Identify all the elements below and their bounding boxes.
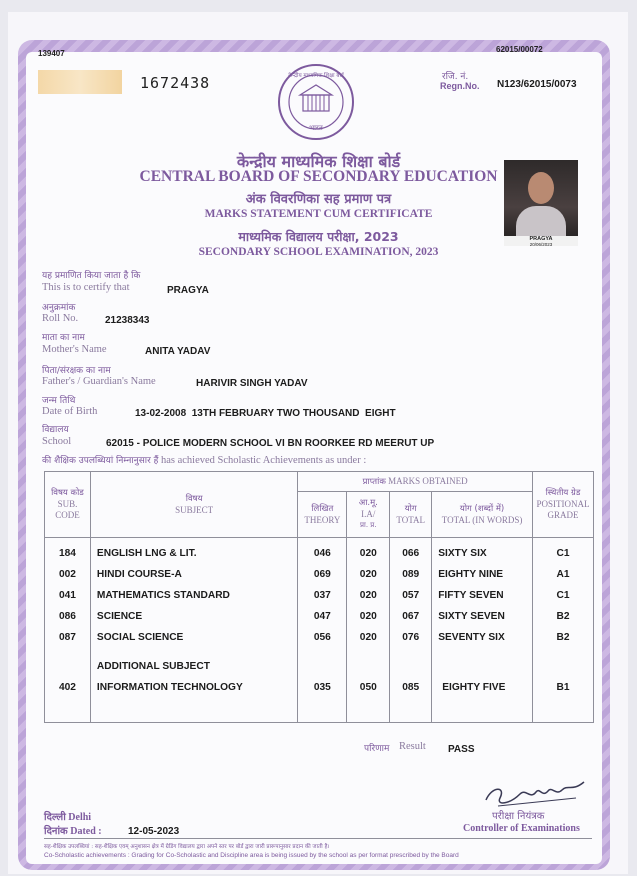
marks-body-row [45, 538, 594, 723]
regn-label: Regn.No. [440, 81, 480, 91]
mother-label: Mother's Name [42, 344, 107, 355]
table-row: 184 [58, 548, 76, 559]
header-total-words: योग (शब्दों में) TOTAL (IN WORDS) [432, 492, 533, 538]
mother-hindi: माता का नाम [42, 333, 85, 343]
roll-label: Roll No. [42, 313, 79, 324]
serial-right: 62015/00072 [496, 45, 543, 54]
header-subject: विषय SUBJECT [90, 472, 297, 538]
statement-title-english: MARKS STATEMENT CUM CERTIFICATE [204, 208, 433, 220]
date-of-birth: 13-02-2008 13TH FEBRUARY TWO THOUSAND EIGHT [135, 408, 396, 419]
controller-title: Controller of Examinations [463, 823, 580, 834]
result-hindi: परिणाम [364, 744, 390, 754]
regn-number: N123/62015/0073 [497, 79, 577, 90]
col-ia: 020 020 020 020 020 050 [347, 538, 390, 723]
father-name: HARIVIR SINGH YADAV [196, 378, 308, 389]
col-codes [45, 538, 91, 723]
result-label: Result [399, 741, 426, 752]
school-name: 62015 - POLICE MODERN SCHOOL VI BN ROORKEE RD MEERUT UP [106, 438, 435, 449]
result-value: PASS [448, 744, 475, 755]
photo-name: PRAGYA [529, 236, 553, 242]
board-name-english: CENTRAL BOARD OF SECONDARY EDUCATION [139, 168, 498, 185]
father-label: Father's / Guardian's Name [42, 376, 156, 387]
place [44, 809, 91, 823]
regn-hindi: रजि. नं. [442, 72, 469, 82]
certificate-number: 1672438 [140, 74, 211, 92]
serial-left: 139407 [38, 49, 65, 58]
header-total: योग TOTAL [390, 492, 432, 538]
roll-hindi: अनुक्रमांक [42, 303, 76, 313]
issue-date: 12-05-2023 [128, 826, 180, 837]
header-sub-code: विषय कोड SUB. CODE [45, 472, 91, 538]
header-theory: लिखित THEORY [298, 492, 347, 538]
certify-label: This is to certify that [42, 282, 130, 293]
mother-name: ANITA YADAV [145, 346, 211, 357]
table-row: 402 [58, 682, 76, 693]
table-row: 087 [58, 632, 76, 643]
exam-title-hindi: माध्यमिक विद्यालय परीक्षा, 2023 [238, 229, 399, 244]
dated-english: Dated : [70, 826, 102, 837]
col-total-words: SIXTY SIX EIGHTY NINE FIFTY SEVEN SIXTY SEVEN SEVENTY SIX EIGHTY FIVE [432, 538, 533, 723]
header-ia: आ.मू. I.A/ प्रा. प्र. [347, 492, 390, 538]
marks-table [44, 471, 594, 723]
dob-hindi: जन्म तिथि [42, 396, 76, 406]
security-strip [38, 70, 122, 94]
roll-number: 21238343 [105, 315, 150, 326]
table-row: 002 [58, 569, 76, 580]
footer-divider [44, 838, 592, 839]
student-name: PRAGYA [167, 285, 209, 296]
place-english: Delhi [68, 812, 92, 823]
dated-hindi: दिनांक [44, 826, 68, 837]
footer-hindi: सह-शैक्षिक उपलब्धियां : सह-शैक्षिक एवम् अनुशासन क्षेत्र में ग्रेडिंग विद्यालय द्वारा अपने स्तर पर बोर्ड द्वारा जारी प्रारूपानुसार प्रदान की जाती है। [44, 844, 330, 850]
footer-english: Co-Scholastic achievements : Grading for Co-Scholastic and Discipline area is being issued by the school as per format prescribed by the Board [44, 852, 459, 859]
col-subjects: ENGLISH LNG & LIT. HINDI COURSE-A MATHEMATICS STANDARD SCIENCE SOCIAL SCIENCE ADDITIONAL SUBJECT INFORMATION TECHNOLOGY [90, 538, 297, 723]
exam-title-english: SECONDARY SCHOOL EXAMINATION, 2023 [198, 246, 439, 258]
table-row: 041 [58, 590, 76, 601]
place-hindi: दिल्ली [44, 812, 66, 823]
col-total: 066 089 057 067 076 085 [390, 538, 432, 723]
school-label: School [42, 436, 72, 447]
table-row: 086 [58, 611, 76, 622]
achievement-hindi: की शैक्षिक उपलब्धियां निम्नानुसार हैं [42, 456, 159, 466]
statement-title-hindi: अंक विवरणिका सह प्रमाण पत्र [245, 192, 392, 207]
board-name-hindi: केन्द्रीय माध्यमिक शिक्षा बोर्ड [236, 152, 401, 171]
achievement-english: has achieved Scholastic Achievements as under : [160, 455, 367, 466]
logo-bottom-text: भारत [309, 124, 323, 132]
logo-ring-text: केन्द्रीय माध्यमिक शिक्षा बोर्ड [288, 73, 344, 79]
certify-hindi: यह प्रमाणित किया जाता है कि [42, 271, 141, 281]
achievement-line [42, 453, 366, 466]
photo-date: 20/06/2023 [529, 242, 553, 247]
header-marks-obtained: प्राप्तांक MARKS OBTAINED [298, 472, 533, 492]
controller-hindi: परीक्षा नियंत्रक [492, 811, 545, 822]
additional-subject-label: ADDITIONAL SUBJECT [96, 661, 210, 672]
controller-signature-icon [480, 778, 590, 812]
school-hindi: विद्यालय [42, 425, 69, 435]
col-grade: C1 A1 C1 B2 B2 B1 [532, 538, 593, 723]
student-photo [504, 160, 578, 246]
dob-label: Date of Birth [42, 406, 98, 417]
col-theory: 046 069 037 047 056 035 [298, 538, 347, 723]
father-hindi: पिता/संरक्षक का नाम [42, 366, 111, 376]
dated-label [44, 823, 102, 837]
header-positional-grade: स्थितीय ग्रेड POSITIONAL GRADE [532, 472, 593, 538]
